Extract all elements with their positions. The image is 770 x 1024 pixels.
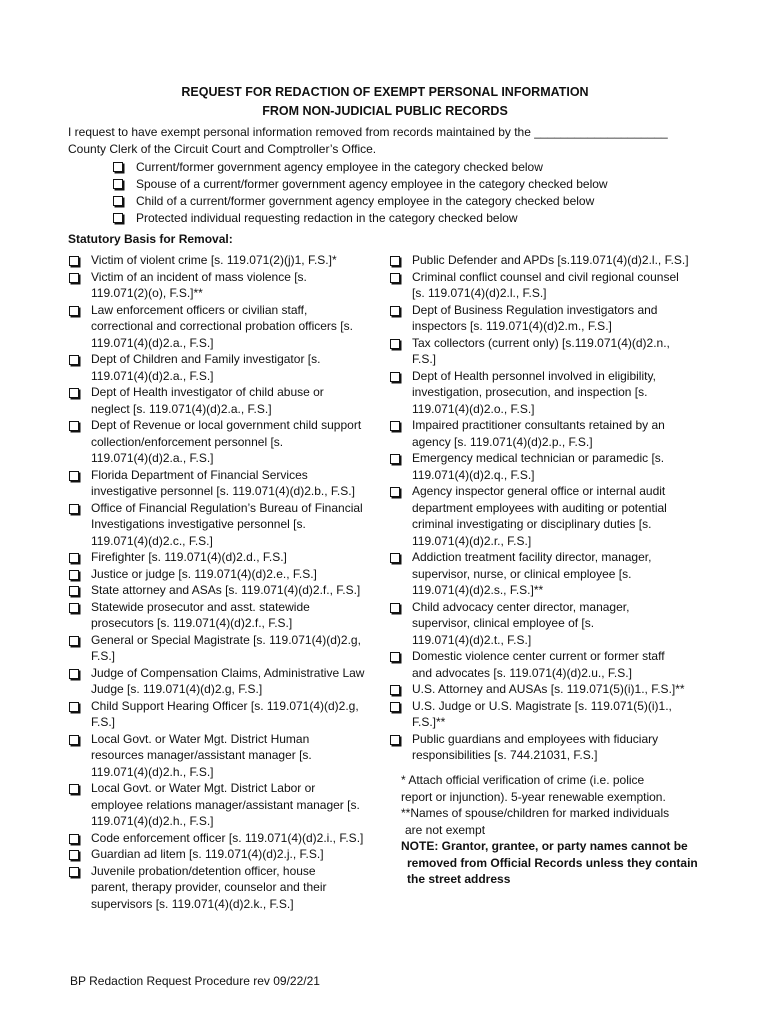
option-text-line: Agency inspector general office or internal audit	[412, 484, 666, 498]
statutory-option[interactable]	[389, 698, 714, 731]
statutory-option[interactable]	[68, 351, 386, 384]
checkbox[interactable]	[69, 355, 79, 365]
checkbox[interactable]	[113, 179, 123, 189]
option-text-line: Public guardians and employees with fiduciary	[412, 731, 659, 746]
option-text-line: U.S. Attorney and AUSAs [s. 119.071(5)(i)1., F.S.]**	[412, 682, 685, 696]
option-text-line: Investigations investigative personnel [s.	[91, 517, 306, 531]
statutory-option[interactable]	[68, 599, 386, 632]
option-text-line: F.S.]	[412, 352, 437, 366]
option-text-line: correctional and correctional probation officers [s.	[91, 319, 353, 333]
statutory-option[interactable]	[389, 368, 714, 418]
option-text-line: Child advocacy center director, manager,	[412, 599, 630, 614]
option-text-line: 119.071(4)(d)2.r., F.S.]	[412, 533, 532, 548]
statutory-option[interactable]	[389, 269, 714, 302]
option-text-line: F.S.]	[91, 649, 116, 663]
option-text-line: 119.071(4)(d)2.a., F.S.]	[91, 451, 214, 465]
option-text-line: employee relations manager/assistant manager [s.	[91, 797, 360, 812]
checkbox[interactable]	[390, 306, 400, 316]
note-line: **Names of spouse/children for marked individuals	[401, 806, 670, 820]
checkbox[interactable]	[69, 735, 79, 745]
option-text-line: U.S. Judge or U.S. Magistrate [s. 119.071(5)(i)1.,	[412, 698, 672, 713]
option-text-line: Public Defender and APDs [s.119.071(4)(d)2.l., F.S.]	[412, 253, 689, 267]
checkbox[interactable]	[69, 669, 79, 679]
statutory-option[interactable]	[389, 549, 714, 599]
checkbox[interactable]	[69, 388, 79, 398]
statutory-option[interactable]	[68, 830, 386, 847]
option-text-line: Child Support Hearing Officer [s. 119.071(4)(d)2.g,	[91, 698, 359, 713]
statutory-option[interactable]	[68, 500, 386, 550]
statutory-option[interactable]	[389, 731, 714, 764]
statutory-option[interactable]	[68, 384, 386, 417]
checkbox[interactable]	[69, 421, 79, 431]
requester-option[interactable]	[113, 210, 733, 227]
checkbox[interactable]	[69, 867, 79, 877]
option-label: Spouse of a current/former government agency employee in the category checked below	[136, 177, 608, 191]
option-text-line: responsibilities [s. 744.21031, F.S.]	[412, 748, 598, 762]
option-text-line: 119.071(4)(d)2.a., F.S.]	[91, 368, 214, 383]
checkbox[interactable]	[390, 372, 400, 382]
option-label: Current/former government agency employee in the category checked below	[136, 160, 543, 174]
option-text-line: and advocates [s. 119.071(4)(d)2.u., F.S.]	[412, 665, 632, 680]
option-text-line: investigative personnel [s. 119.071(4)(d)2.b., F.S.]	[91, 484, 355, 498]
checkbox[interactable]	[390, 735, 400, 745]
statutory-option[interactable]	[389, 681, 714, 698]
option-text-line: Firefighter [s. 119.071(4)(d)2.d., F.S.]	[91, 550, 287, 564]
option-text-line: resources manager/assistant manager [s.	[91, 748, 312, 762]
checkbox[interactable]	[390, 273, 400, 283]
checkbox[interactable]	[113, 162, 123, 172]
option-text-line: Addiction treatment facility director, manager,	[412, 550, 652, 564]
checkbox[interactable]	[69, 586, 79, 596]
checkbox[interactable]	[390, 603, 400, 613]
requester-option[interactable]	[113, 176, 733, 193]
option-text-line: Dept of Business Regulation investigators and	[412, 302, 658, 317]
intro-line-2: County Clerk of the Circuit Court and Comptroller’s Office.	[68, 142, 377, 156]
option-text-line: collection/enforcement personnel [s.	[91, 434, 284, 449]
title-line-2: FROM NON-JUDICIAL PUBLIC RECORDS	[262, 104, 508, 118]
option-text-line: 119.071(4)(d)2.h., F.S.]	[91, 764, 214, 779]
statutory-list-right	[389, 252, 714, 764]
option-text-line: department employees with auditing or potential	[412, 500, 667, 515]
option-text-line: Dept of Revenue or local government child support	[91, 418, 362, 432]
checkbox[interactable]	[69, 471, 79, 481]
statutory-option[interactable]	[68, 549, 386, 566]
checkbox[interactable]	[69, 702, 79, 712]
option-text-line: Dept of Health investigator of child abuse or	[91, 385, 324, 399]
note-line: * Attach official verification of crime (i.e. police	[401, 773, 645, 787]
checkbox[interactable]	[390, 553, 400, 563]
checkbox[interactable]	[69, 256, 79, 266]
statutory-option[interactable]	[68, 731, 386, 781]
note-line: report or injunction). 5-year renewable exemption.	[401, 789, 666, 804]
option-text-line: Domestic violence center current or former staff	[412, 649, 665, 663]
option-text-line: investigation, prosecution, and inspection [s.	[412, 385, 648, 399]
checkbox[interactable]	[69, 570, 79, 580]
option-text-line: supervisor, clinical employee of [s.	[412, 616, 595, 630]
option-text-line: supervisors [s. 119.071(4)(d)2.k., F.S.]	[91, 896, 294, 911]
statutory-option[interactable]	[68, 780, 386, 830]
statutory-option[interactable]	[68, 467, 386, 500]
checkbox[interactable]	[69, 850, 79, 860]
option-text-line: Impaired practitioner consultants retained by an	[412, 418, 665, 432]
checkbox[interactable]	[390, 454, 400, 464]
option-text-line: F.S.]**	[412, 715, 446, 729]
checkbox[interactable]	[390, 256, 400, 266]
option-text-line: 119.071(4)(d)2.t., F.S.]	[412, 632, 532, 647]
statutory-option[interactable]	[68, 846, 386, 863]
option-text-line: 119.071(4)(d)2.h., F.S.]	[91, 814, 214, 828]
option-text-line: Judge of Compensation Claims, Administrative Law	[91, 665, 365, 680]
checkbox[interactable]	[113, 196, 123, 206]
option-text-line: 119.071(2)(o), F.S.]**	[91, 286, 203, 300]
footer-text: BP Redaction Request Procedure rev 09/22/21	[70, 974, 320, 988]
option-text-line: Tax collectors (current only) [s.119.071(4)(d)2.n.,	[412, 335, 670, 350]
statutory-option[interactable]	[68, 252, 386, 269]
statutory-list-left	[68, 252, 386, 912]
statutory-option[interactable]	[68, 582, 386, 599]
option-text-line: Criminal conflict counsel and civil regional counsel	[412, 269, 679, 284]
notes-block	[401, 772, 711, 888]
option-text-line: inspectors [s. 119.071(4)(d)2.m., F.S.]	[412, 319, 612, 333]
option-text-line: prosecutors [s. 119.071(4)(d)2.f., F.S.]	[91, 616, 293, 630]
checkbox[interactable]	[69, 504, 79, 514]
option-text-line: supervisor, nurse, or clinical employee [s.	[412, 566, 632, 581]
option-text-line: Law enforcement officers or civilian staff,	[91, 302, 308, 317]
title-line-1: REQUEST FOR REDACTION OF EXEMPT PERSONAL INFORMATION	[181, 85, 589, 99]
option-text-line: Dept of Health personnel involved in eligibility,	[412, 368, 656, 383]
note-line: are not exempt	[405, 822, 486, 837]
option-text-line: Local Govt. or Water Mgt. District Labor or	[91, 781, 316, 795]
statutory-option[interactable]	[68, 417, 386, 467]
intro-line-1: I request to have exempt personal information removed from records maintained by the ____________________	[68, 125, 668, 139]
statutory-option[interactable]	[389, 648, 714, 681]
option-text-line: F.S.]	[91, 715, 116, 729]
option-text-line: Juvenile probation/detention officer, house	[91, 863, 316, 878]
option-label: Child of a current/former government agency employee in the category checked below	[136, 194, 595, 208]
option-text-line: 119.071(4)(d)2.o., F.S.]	[412, 401, 535, 416]
checkbox[interactable]	[69, 273, 79, 283]
checkbox[interactable]	[390, 339, 400, 349]
checkbox[interactable]	[390, 652, 400, 662]
option-text-line: Judge [s. 119.071(4)(d)2.g, F.S.]	[91, 682, 263, 696]
statutory-option[interactable]	[68, 269, 386, 302]
checkbox[interactable]	[69, 603, 79, 613]
option-text-line: State attorney and ASAs [s. 119.071(4)(d)2.f., F.S.]	[91, 583, 361, 597]
option-text-line: neglect [s. 119.071(4)(d)2.a., F.S.]	[91, 401, 272, 416]
note-bold-line: the street address	[407, 872, 511, 886]
option-text-line: Dept of Children and Family investigator [s.	[91, 352, 321, 366]
option-text-line: Guardian ad litem [s. 119.071(4)(d)2.j., F.S.]	[91, 847, 324, 861]
option-text-line: [s. 119.071(4)(d)2.l., F.S.]	[412, 286, 547, 300]
option-text-line: Statewide prosecutor and asst. statewide	[91, 599, 310, 614]
checkbox[interactable]	[69, 306, 79, 316]
statutory-option[interactable]	[68, 566, 386, 583]
option-text-line: Victim of an incident of mass violence [s.	[91, 269, 307, 284]
checkbox[interactable]	[69, 636, 79, 646]
statutory-option[interactable]	[68, 698, 386, 731]
checkbox[interactable]	[390, 702, 400, 712]
option-text-line: Code enforcement officer [s. 119.071(4)(d)2.i., F.S.]	[91, 830, 364, 845]
requester-option[interactable]	[113, 159, 733, 176]
checkbox[interactable]	[390, 421, 400, 431]
option-text-line: 119.071(4)(d)2.c., F.S.]	[91, 533, 213, 548]
option-text-line: Local Govt. or Water Mgt. District Human	[91, 731, 310, 746]
option-text-line: Victim of violent crime [s. 119.071(2)(j)1, F.S.]*	[91, 253, 337, 267]
checkbox[interactable]	[69, 784, 79, 794]
option-label: Protected individual requesting redaction in the category checked below	[136, 211, 518, 225]
option-text-line: General or Special Magistrate [s. 119.071(4)(d)2.g,	[91, 632, 361, 647]
option-text-line: agency [s. 119.071(4)(d)2.p., F.S.]	[412, 434, 593, 449]
checkbox[interactable]	[390, 487, 400, 497]
statutory-option[interactable]	[68, 632, 386, 665]
option-text-line: Office of Financial Regulation’s Bureau of Financial	[91, 500, 363, 515]
option-text-line: Florida Department of Financial Services	[91, 467, 308, 482]
option-text-line: 119.071(4)(d)2.a., F.S.]	[91, 335, 214, 350]
section-heading: Statutory Basis for Removal:	[68, 232, 233, 246]
option-text-line: 119.071(4)(d)2.q., F.S.]	[412, 467, 535, 482]
checkbox[interactable]	[390, 685, 400, 695]
statutory-option[interactable]	[389, 599, 714, 649]
option-text-line: Emergency medical technician or paramedic [s.	[412, 451, 665, 465]
intro-text	[68, 124, 708, 158]
option-text-line: criminal investigating or disciplinary duties [s.	[412, 517, 652, 531]
requester-option[interactable]	[113, 193, 733, 210]
option-text-line: Justice or judge [s. 119.071(4)(d)2.e., F.S.]	[91, 566, 317, 581]
statutory-option[interactable]	[68, 863, 386, 913]
statutory-option[interactable]	[389, 335, 714, 368]
statutory-option[interactable]	[68, 302, 386, 352]
statutory-option[interactable]	[389, 450, 714, 483]
checkbox[interactable]	[113, 213, 123, 223]
statutory-option[interactable]	[389, 417, 714, 450]
statutory-option[interactable]	[68, 665, 386, 698]
checkbox[interactable]	[69, 553, 79, 563]
statutory-option[interactable]	[389, 483, 714, 549]
statutory-option[interactable]	[389, 252, 714, 269]
option-text-line: parent, therapy provider, counselor and their	[91, 880, 327, 894]
checkbox[interactable]	[69, 834, 79, 844]
statutory-option[interactable]	[389, 302, 714, 335]
note-bold-line: NOTE: Grantor, grantee, or party names cannot be	[401, 839, 688, 853]
note-bold-line: removed from Official Records unless they contain	[407, 855, 698, 870]
requester-options	[113, 159, 733, 227]
option-text-line: 119.071(4)(d)2.s., F.S.]**	[412, 583, 544, 597]
